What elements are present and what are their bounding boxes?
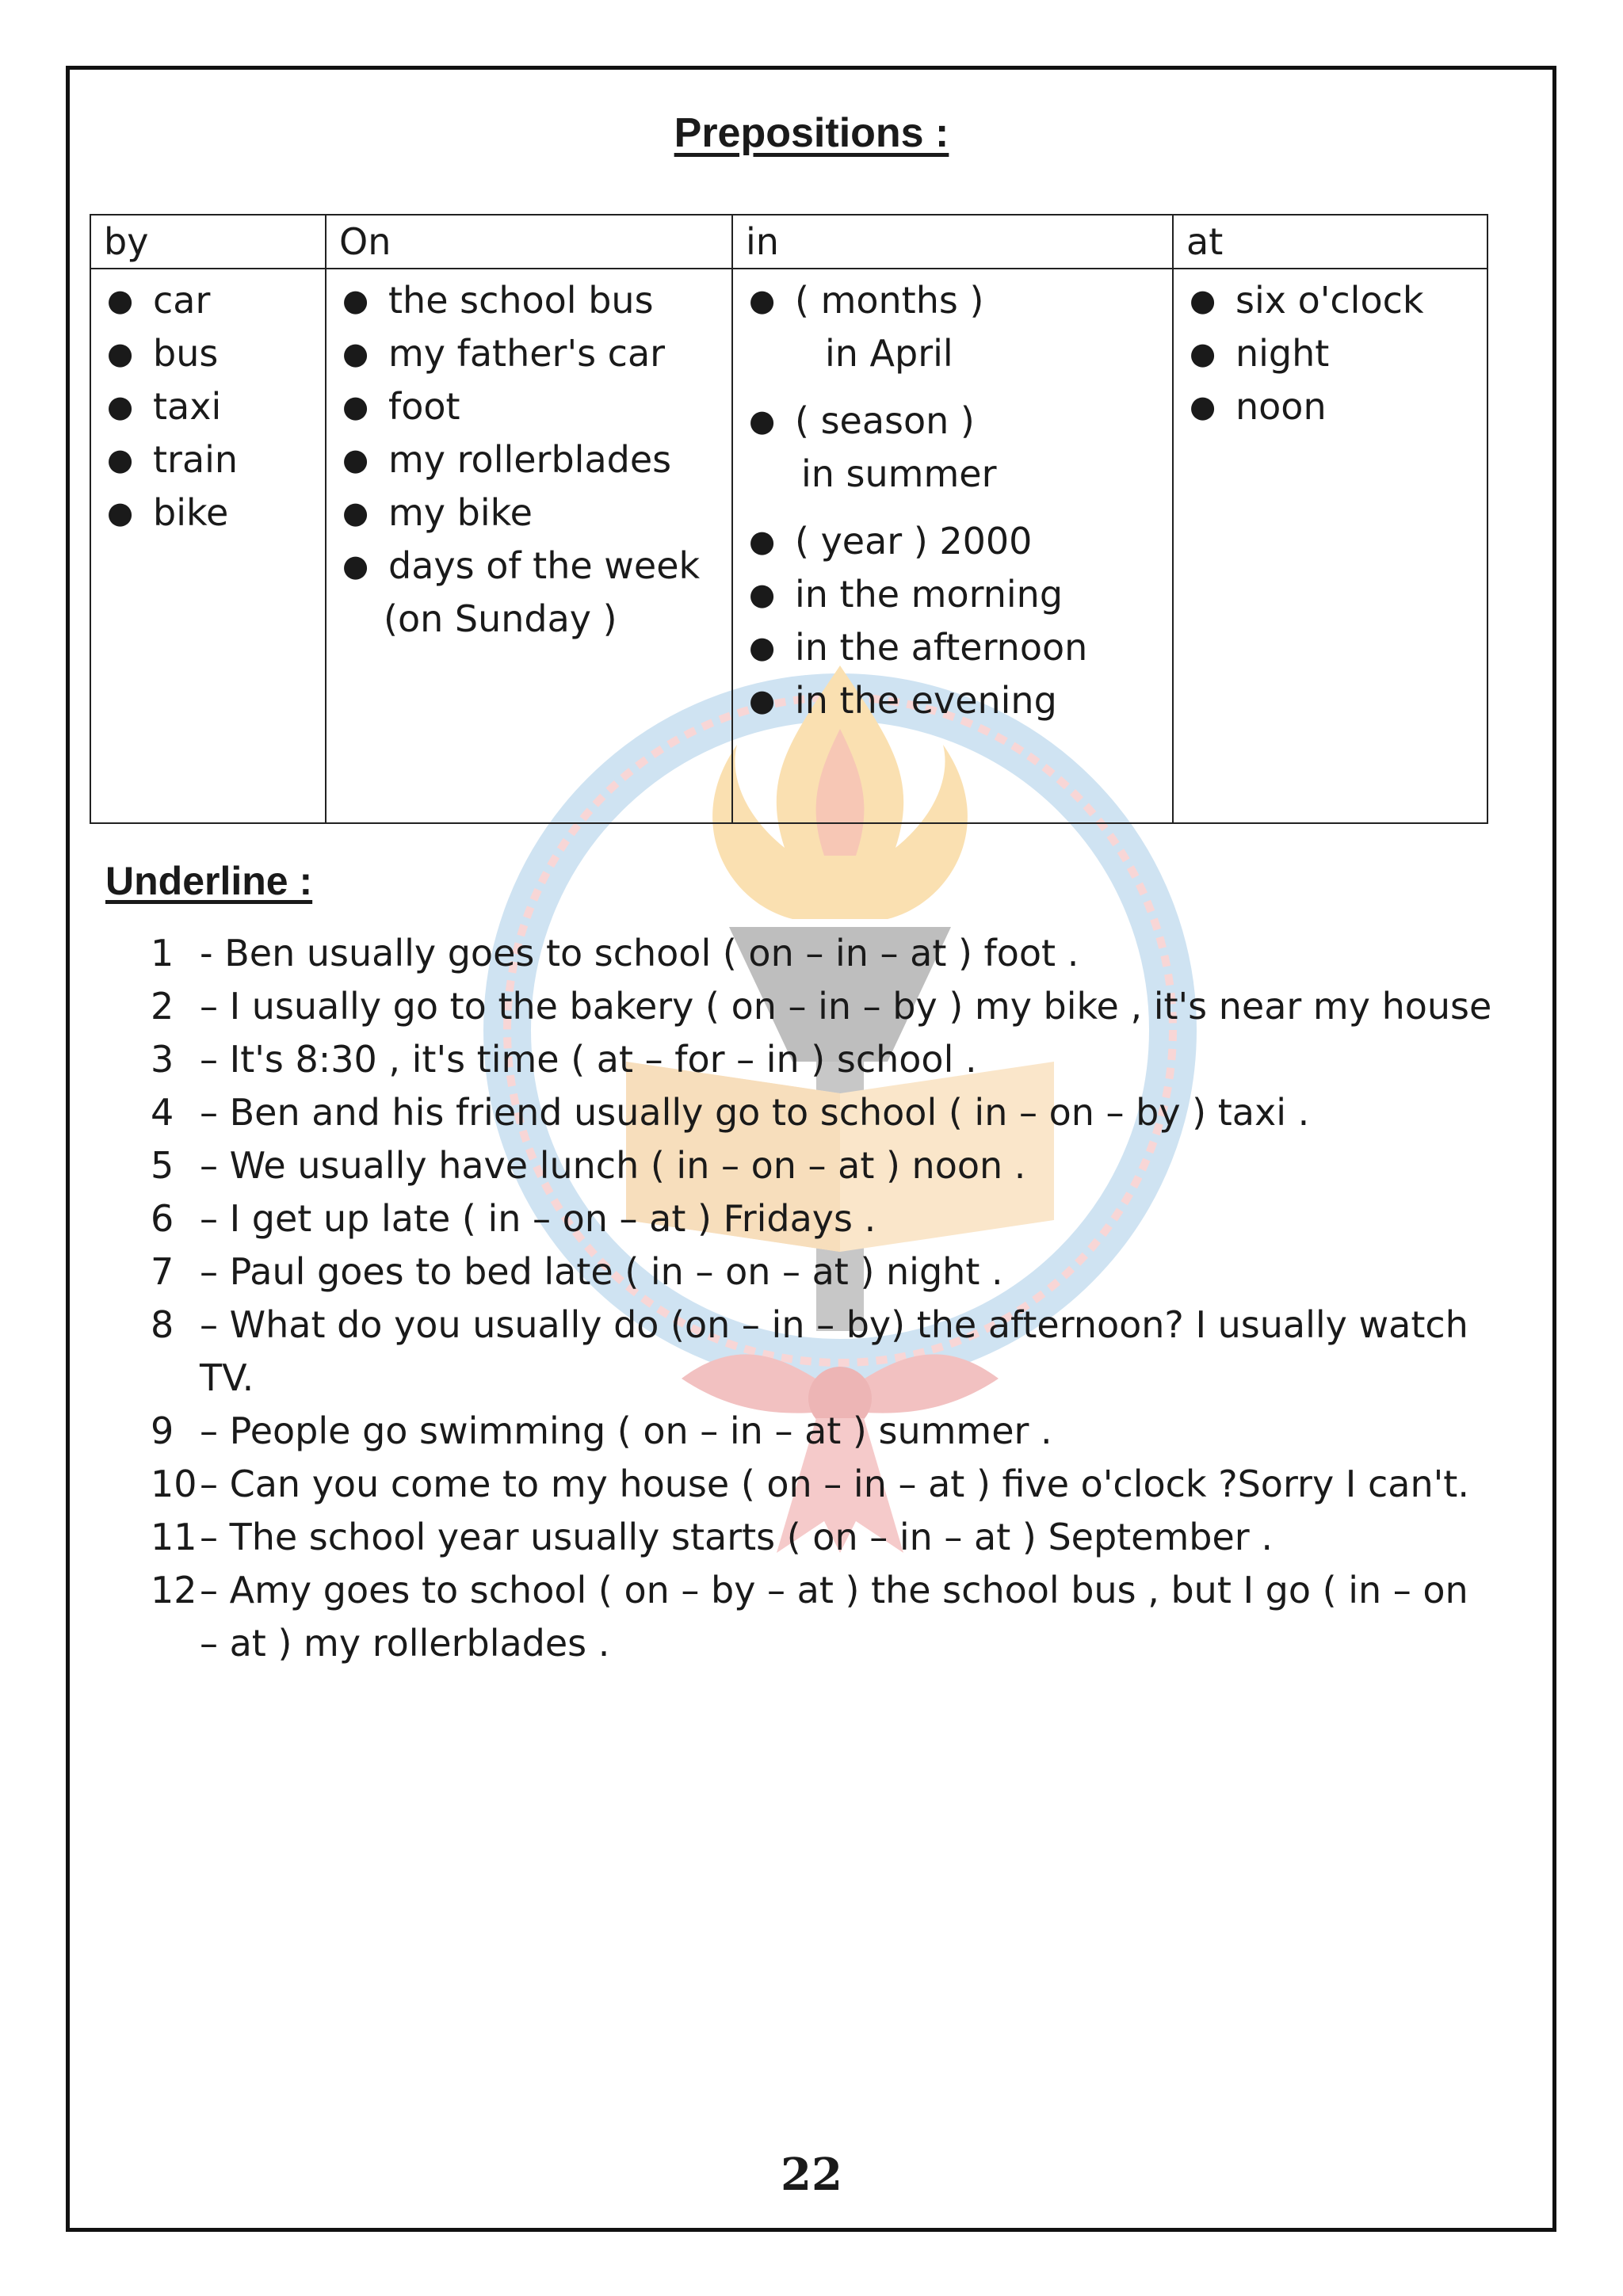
column-in xyxy=(732,269,1173,823)
exercise-item: 12 – Amy goes to school ( on – by – at ) the school bus , but I go ( in – on – at ) my rollerblades . xyxy=(151,1569,1468,1665)
list-item: ● bus xyxy=(107,332,219,375)
list-item: ● bike xyxy=(107,491,229,534)
exercise-item: 1 - Ben usually goes to school ( on – in – at ) foot . xyxy=(151,932,1079,974)
list-item: ● days of the week (on Sunday ) xyxy=(342,544,701,640)
list-item: ● noon xyxy=(1190,385,1327,428)
list-item: ● night xyxy=(1190,332,1330,375)
table-header-row xyxy=(90,215,1487,269)
list-item: ● ( season ) in summer xyxy=(749,399,997,495)
exercise-item: 5 – We usually have lunch ( in – on – at ) noon . xyxy=(151,1144,1026,1187)
list-item: ● ( year ) 2000 xyxy=(749,520,1033,563)
column-by xyxy=(90,269,326,823)
list-item: ● my bike xyxy=(342,491,533,534)
list-item: ● my father's car xyxy=(342,332,666,375)
exercise-item: 9 – People go swimming ( on – in – at ) summer . xyxy=(151,1409,1052,1452)
exercise-item: 2 – I usually go to the bakery ( on – in – by ) my bike , it's near my house xyxy=(151,985,1492,1028)
exercise-item: 7 – Paul goes to bed late ( in – on – at ) night . xyxy=(151,1250,1003,1293)
list-item: ● taxi xyxy=(107,385,222,428)
header-by: by xyxy=(90,215,326,269)
exercise-item: 3 – It's 8:30 , it's time ( at – for – in ) school . xyxy=(151,1038,977,1081)
exercise-item: 4 – Ben and his friend usually go to school ( in – on – by ) taxi . xyxy=(151,1091,1310,1134)
page-title: Prepositions : xyxy=(674,110,949,156)
header-on: On xyxy=(326,215,732,269)
list-item: ● the school bus xyxy=(342,279,654,322)
exercise-item: 6 – I get up late ( in – on – at ) Fridays . xyxy=(151,1197,876,1240)
list-item: ● my rollerblades xyxy=(342,438,672,481)
table-body-row xyxy=(90,269,1487,823)
list-item: ● in the evening xyxy=(749,679,1057,722)
exercise-item: 11 – The school year usually starts ( on – in – at ) September . xyxy=(151,1516,1273,1558)
page-number: 22 xyxy=(781,2149,842,2201)
list-item: ● ( months ) in April xyxy=(749,279,984,375)
list-item: ● train xyxy=(107,438,239,481)
column-at xyxy=(1173,269,1487,823)
exercise-item: 10 – Can you come to my house ( on – in – at ) five o'clock ?Sorry I can't. xyxy=(151,1463,1469,1505)
list-item: ● six o'clock xyxy=(1190,279,1424,322)
prepositions-table xyxy=(90,214,1488,824)
header-in: in xyxy=(732,215,1173,269)
list-item: ● foot xyxy=(342,385,460,428)
exercise-item: 8 – What do you usually do (on – in – by) the afternoon? I usually watch TV. xyxy=(151,1303,1468,1399)
column-on xyxy=(326,269,732,823)
list-item: ● in the morning xyxy=(749,573,1064,616)
list-item: ● car xyxy=(107,279,211,322)
list-item: ● in the afternoon xyxy=(749,626,1088,669)
exercise-list xyxy=(151,927,1498,1670)
header-at: at xyxy=(1173,215,1487,269)
underline-heading: Underline : xyxy=(105,859,313,903)
